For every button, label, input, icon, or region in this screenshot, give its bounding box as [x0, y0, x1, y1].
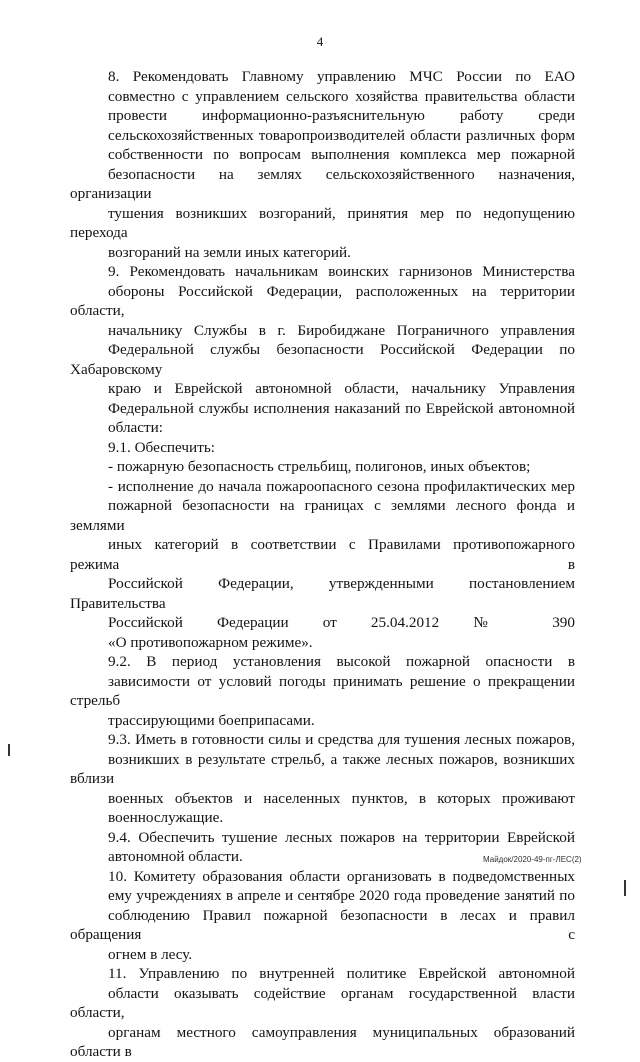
page-number: 4 [316, 34, 324, 49]
text-line: автономной области. [108, 848, 243, 865]
paragraph [70, 438, 575, 458]
text-line: тушения возникших возгораний, принятия мер по недопущению перехода [70, 204, 575, 241]
document-body [70, 67, 575, 1062]
text-line: обороны Российской Федерации, расположенных на территории области, [70, 282, 575, 319]
text-line: соблюдению Правил пожарной безопасности в лесах и правил обращения с [70, 906, 575, 943]
text-line: краю и Еврейской автономной области, начальнику Управления [108, 380, 575, 397]
text-line: - исполнение до начала пожароопасного сезона профилактических мер [108, 477, 575, 495]
text-line: 11. Управлению по внутренней политике Еврейской автономной [108, 965, 575, 982]
text-line: совместно с управлением сельского хозяйства правительства области [108, 87, 575, 105]
text-line: области: [108, 419, 163, 436]
paragraph [70, 867, 575, 965]
paragraph [70, 457, 575, 477]
text-line: Федеральной службы безопасности Российской Федерации по Хабаровскому [70, 341, 575, 378]
text-line: огнем в лесу. [108, 945, 193, 963]
paragraph [70, 652, 575, 730]
text-line: - пожарную безопасность стрельбищ, полигонов, иных объектов; [108, 458, 531, 475]
paragraph [70, 67, 575, 262]
text-line: Российской Федерации, утвержденными постановлением Правительства [70, 575, 575, 612]
text-line: области оказывать содействие органам государственной власти области, [70, 984, 575, 1021]
text-line: военных объектов и населенных пунктов, в которых проживают [108, 789, 575, 807]
text-line: Федеральной службы исполнения наказаний по Еврейской автономной [108, 399, 575, 417]
text-line: 9.2. В период установления высокой пожарной опасности в [108, 653, 575, 670]
text-line: 9.1. Обеспечить: [108, 438, 215, 456]
text-line: 8. Рекомендовать Главному управлению МЧС России по ЕАО [108, 68, 575, 85]
scan-edge-mark [8, 744, 10, 756]
text-line: возникших в результате стрельб, а также лесных пожаров, возникших вблизи [70, 750, 575, 787]
paragraph [70, 477, 575, 653]
text-line: Российской Федерации от 25.04.2012 № 390 [108, 614, 575, 631]
text-line: зависимости от условий погоды принимать решение о прекращении стрельб [70, 672, 575, 709]
paragraph [70, 262, 575, 438]
text-line: пожарной безопасности на границах с землями лесного фонда и землями [70, 497, 575, 534]
paragraph [70, 964, 575, 1062]
text-line: 9.4. Обеспечить тушение лесных пожаров на территории Еврейской [108, 828, 575, 846]
text-line: сельскохозяйственных товаропроизводителей области различных форм [108, 126, 575, 144]
text-line: 9.3. Иметь в готовности силы и средства для тушения лесных пожаров, [108, 731, 575, 748]
text-line: трассирующими боеприпасами. [108, 711, 315, 729]
text-line: «О противопожарном режиме». [108, 633, 313, 651]
text-line: органам местного самоуправления муниципальных образований области в [70, 1023, 575, 1060]
text-line: 9. Рекомендовать начальникам воинских гарнизонов Министерства [108, 263, 575, 280]
text-line: начальнику Службы в г. Биробиджане Пограничного управления [108, 321, 575, 339]
paragraph [70, 730, 575, 828]
text-line: 10. Комитету образования области организовать в подведомственных [108, 867, 575, 885]
document-code: Майдок/2020-49-пг-ЛЕС(2) [483, 855, 582, 864]
scan-edge-mark [624, 880, 626, 896]
text-line: провести информационно-разъяснительную работу среди [108, 107, 575, 124]
text-line: собственности по вопросам выполнения комплекса мер пожарной [108, 146, 575, 163]
text-line: безопасности на землях сельскохозяйственного назначения, организации [70, 165, 575, 202]
text-line: ему учреждениях в апреле и сентябре 2020 года проведение занятий по [108, 887, 575, 904]
text-line: иных категорий в соответствии с Правилами противопожарного режима в [70, 536, 575, 573]
text-line: возгораний на земли иных категорий. [108, 243, 351, 261]
text-line: военнослужащие. [108, 809, 224, 826]
